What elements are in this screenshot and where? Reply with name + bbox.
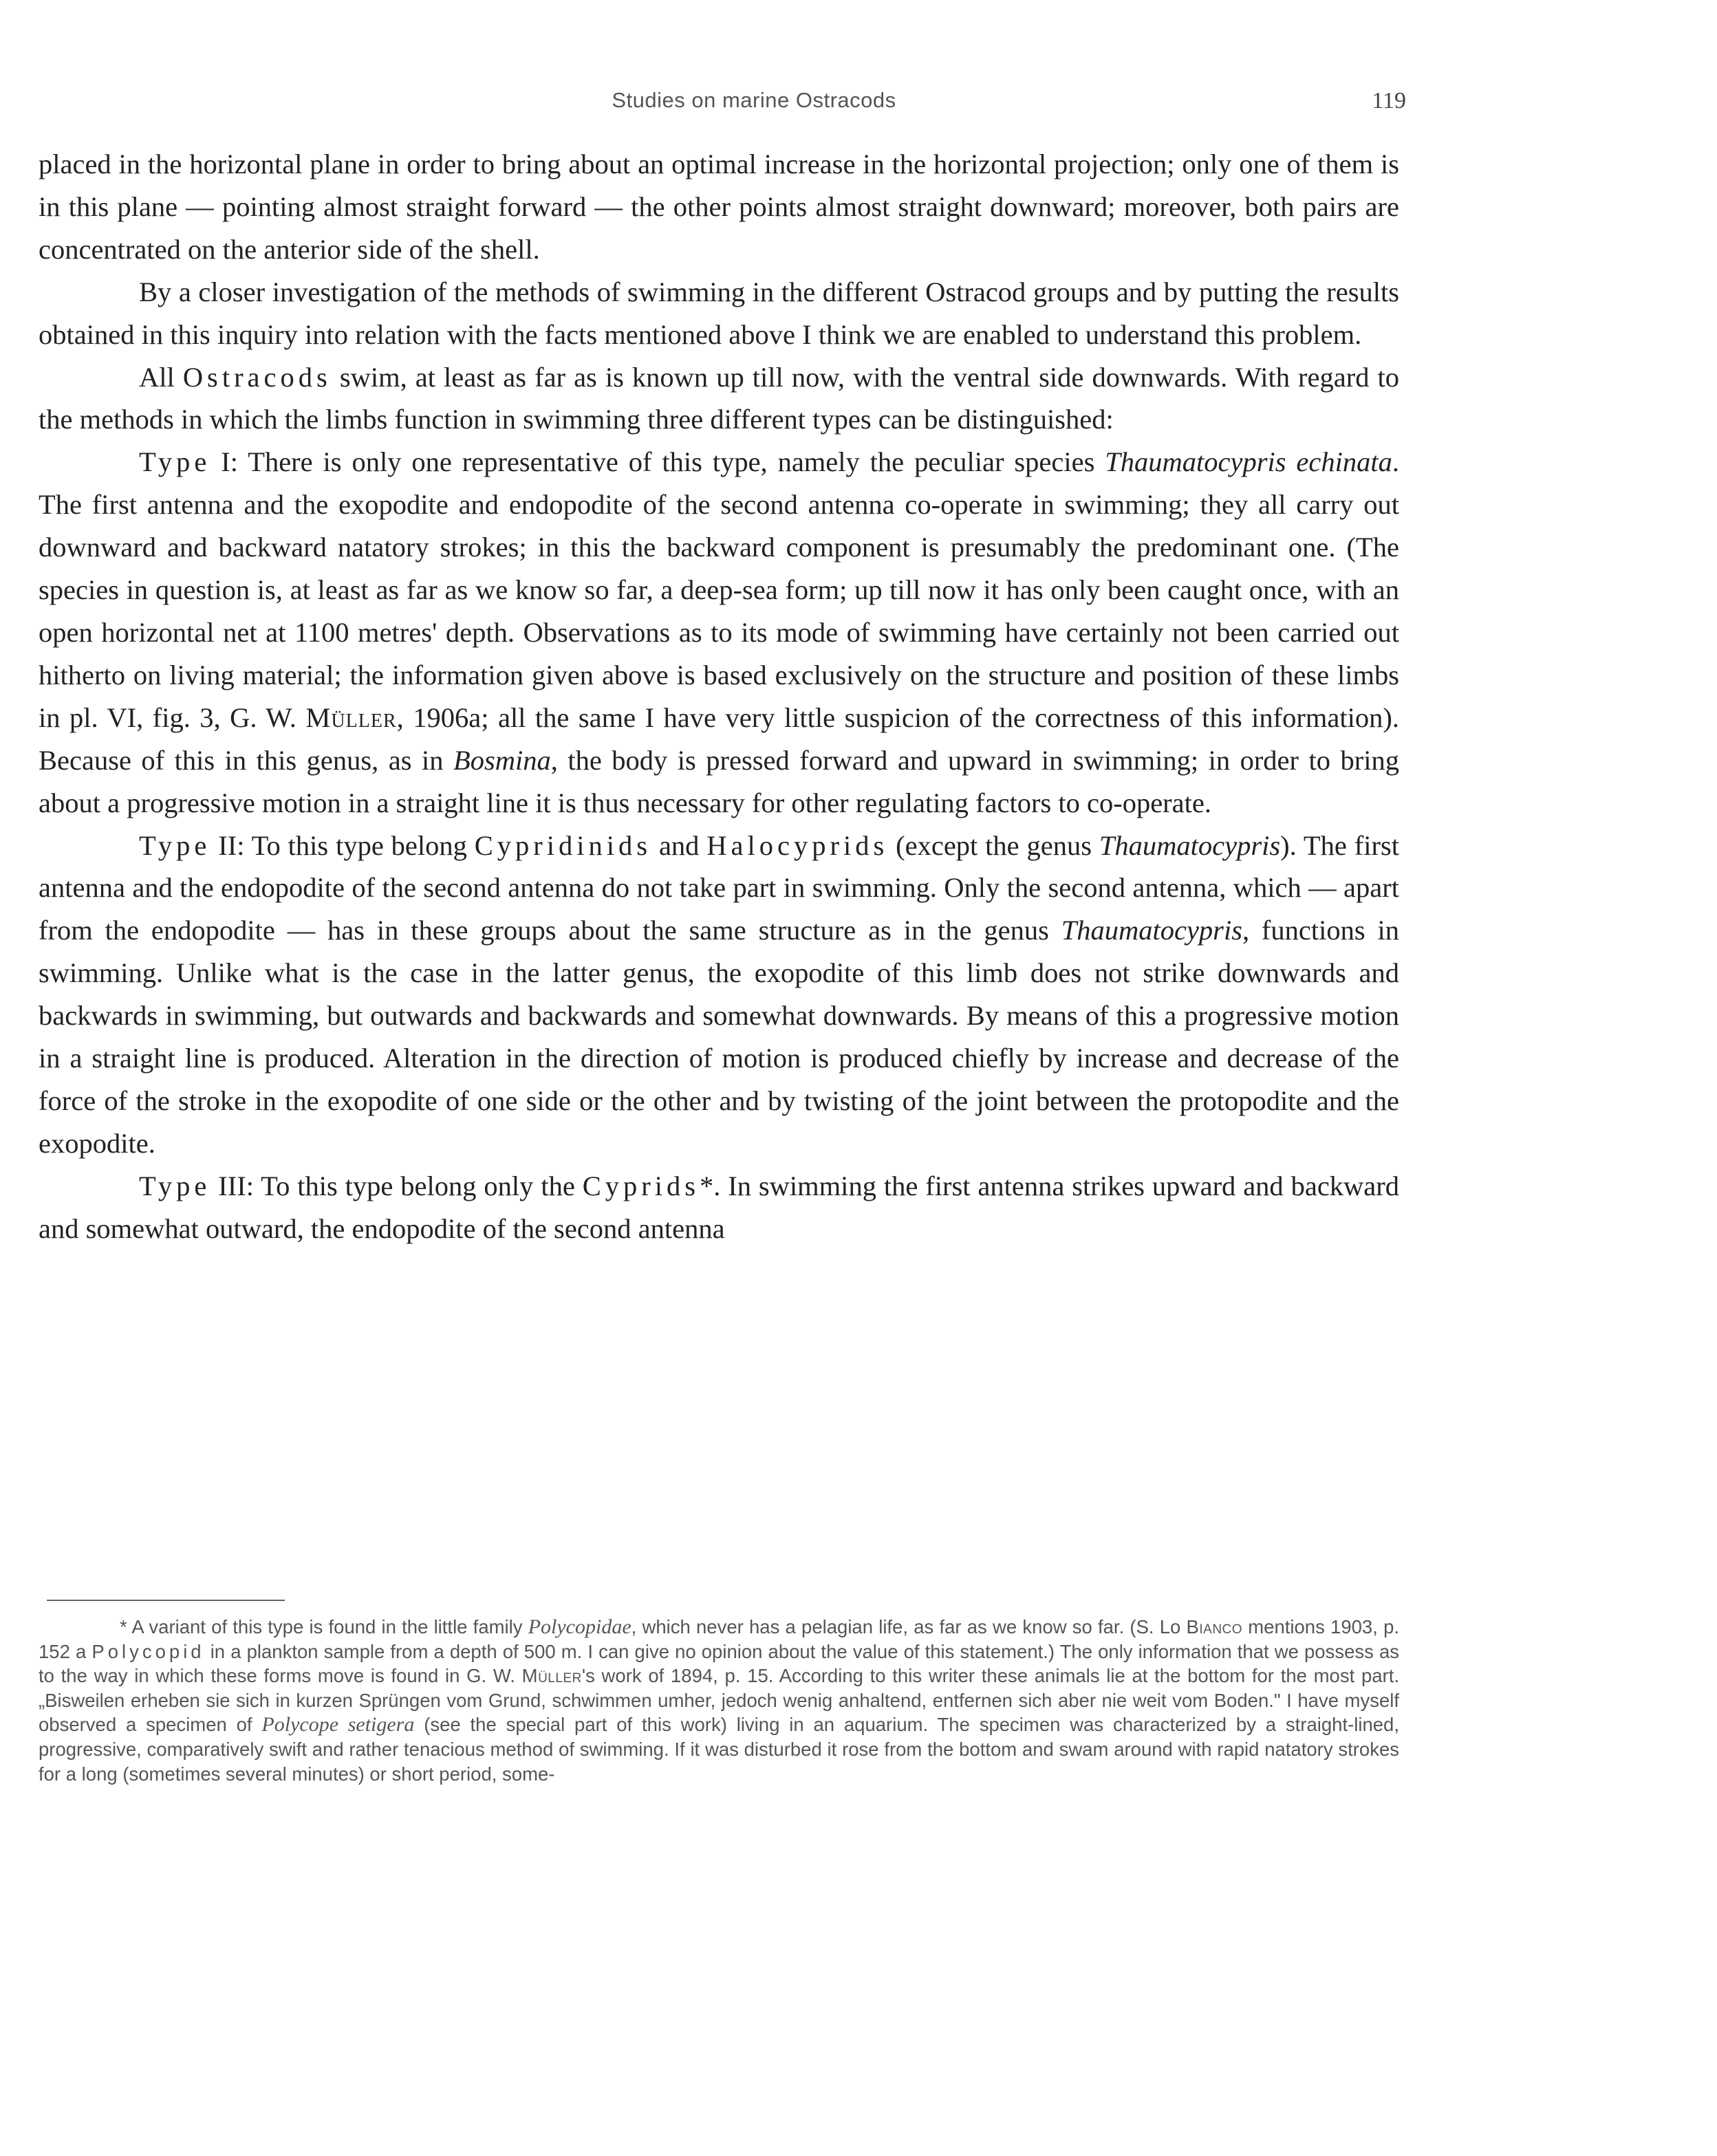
text-run: III: To this type belong only the xyxy=(210,1170,583,1201)
species-name: Thaumatocypris echinata xyxy=(1105,446,1392,478)
text-run: , 1906a; all the same I have very little suspicion of the correctness of this information). Because of this in this genus, as in xyxy=(39,701,1399,776)
genus-name: Thaumatocypris xyxy=(1099,829,1281,861)
author-name: Bianco xyxy=(1186,1616,1243,1637)
footnote-paragraph xyxy=(39,1615,1399,1786)
text-run: ). The first antenna and the endopodite of the second antenna do not take part in swimming. Only the second antenna, which — apart from the endopodite — has in these groups about the same structure as in the genus xyxy=(39,829,1399,946)
paragraph-type-2 xyxy=(39,825,1399,1165)
running-head xyxy=(39,88,1406,116)
text-run: , the body is pressed forward and upward in swimming; in order to bring about a progressive motion in a straight line it is thus necessary for other regulating factors to co-operate. xyxy=(39,744,1399,818)
text-run: swim, at least as far as is known up till now, with the ventral side downwards. With regard to the methods in which the limbs function in swimming three different types can be distinguished: xyxy=(39,361,1399,435)
paragraph-type-1 xyxy=(39,441,1399,824)
spaced-term-polycopid: Polycopid xyxy=(91,1640,205,1662)
text-run: (see the special part of this work) living in an aquarium. The specimen was characterized by a straight-lined, progressive, comparatively swift and rather tenacious method of swimming. If it was disturbed it rose from the bottom and swam around with rapid natatory strokes for a long (sometimes several minutes) or short period, some- xyxy=(39,1714,1399,1785)
author-name: Müller xyxy=(305,701,397,733)
author-name: Müller xyxy=(521,1665,582,1687)
spaced-term-type: Type xyxy=(139,829,211,861)
text-run: * A variant of this type is found in the little family xyxy=(120,1616,528,1637)
genus-name: Bosmina xyxy=(453,744,551,776)
spaced-term-type: Type xyxy=(139,1170,211,1201)
text-run: (except the genus xyxy=(888,829,1099,861)
genus-name: Thaumatocypris xyxy=(1061,915,1242,946)
paragraph-1: placed in the horizontal plane in order to bring about an optimal increase in the horizontal projection; only one of them is in this plane — pointing almost straight forward — the other points almost straight downward; moreover, both pairs are concentrated on the anterior side of the shell. xyxy=(39,149,1399,265)
text-run: *. In swimming the first antenna strikes upward and backward and somewhat outward, the endopodite of the second antenna xyxy=(39,1170,1400,1244)
text-run: and xyxy=(651,829,707,861)
spaced-term-cyprids: Cyprids xyxy=(582,1170,700,1201)
text-run: . The first antenna and the exopodite and endopodite of the second antenna co-operate in swimming; they all carry out downward and backward natatory strokes; in this the backward component is presumably the predominant one. (The species in question is, at least as far as we know so far, a deep-sea form; up till now it has only been caught once, with an open horizontal net at 1100 metres' depth. Observations as to its mode of swimming have certainly not been carried out hitherto on living material; the information given above is based exclusively on the structure and position of these limbs in pl. VI, fig. 3, G. W. xyxy=(39,446,1399,733)
text-run: II: To this type belong xyxy=(210,829,475,861)
family-name: Polycopidae xyxy=(528,1615,631,1638)
spaced-term-type: Type xyxy=(139,446,211,478)
text-run: I: There is only one representative of this type, namely the peculiar species xyxy=(210,446,1105,478)
paragraph-type-3 xyxy=(39,1165,1399,1250)
running-title: Studies on marine Ostracods xyxy=(612,88,896,112)
footnote xyxy=(39,1615,1399,1786)
text-run: , which never has a pelagian life, as far as we know so far. (S. Lo xyxy=(631,1616,1187,1637)
spaced-term-ostracods: Ostracods xyxy=(182,361,332,393)
text-run: , functions in swimming. Unlike what is the case in the latter genus, the exopodite of this limb does not strike downwards and backwards in swimming, but outwards and backwards and somewhat downwards. By means of this a progressive motion in a straight line is produced. Alteration in the direction of motion is produced chiefly by increase and decrease of the force of the stroke in the exopodite of one side or the other and by twisting of the joint between the protopodite and the exopodite. xyxy=(39,915,1399,1159)
spaced-term-cypridinids: Cypridinids xyxy=(474,829,652,861)
text-run: in a plankton sample from a depth of 500 m. I can give no opinion about the value of this statement.) The only information that we possess as to the way in which these forms move is found in G. W. xyxy=(39,1640,1399,1687)
body-text xyxy=(39,143,1399,1250)
page-number: 119 xyxy=(1372,88,1406,113)
spaced-term-halocyprids: Halocyprids xyxy=(706,829,889,861)
species-name: Polycope setigera xyxy=(261,1713,415,1736)
text-run: mentions 1903, p. 152 a xyxy=(39,1616,1400,1662)
footnote-rule xyxy=(47,1600,285,1601)
paragraph-3 xyxy=(39,356,1399,442)
text-run: 's work of 1894, p. 15. According to this writer these animals lie at the bottom for the most part. „Bisweilen erheben sie sich in kurzen Sprüngen vom Grund, schwimmen umher, jedoch wenig anhaltend, entfernen sich aber nie weit vom Boden." I have myself observed a specimen of xyxy=(39,1665,1399,1736)
paragraph-2: By a closer investigation of the methods of swimming in the different Ostracod groups and by putting the results obtained in this inquiry into relation with the facts mentioned above I think we are enabled to understand this problem. xyxy=(39,276,1399,350)
text-run: All xyxy=(139,361,183,393)
